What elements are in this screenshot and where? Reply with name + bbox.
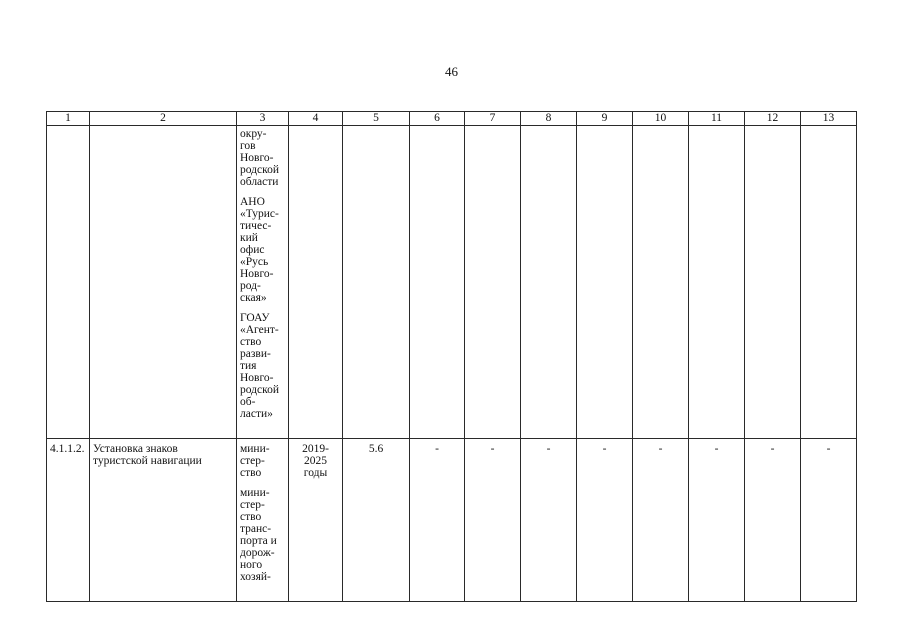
column-number: 4: [289, 112, 343, 126]
table-cell: [745, 126, 801, 439]
column-number: 8: [521, 112, 577, 126]
table-cell: [289, 126, 343, 439]
table-cell: [577, 126, 633, 439]
value-cell: -: [410, 439, 465, 602]
value-cell: -: [689, 439, 745, 602]
responsible-cell: [237, 439, 289, 602]
value-cell: -: [745, 439, 801, 602]
responsible-block: АНО «Турис- тичес- кий офис «Русь Новго- род- ская»: [240, 196, 279, 304]
column-number: 5: [343, 112, 410, 126]
column-number: 2: [90, 112, 237, 126]
page-number: 46: [445, 64, 458, 79]
table-cell: [465, 126, 521, 439]
value-cell: -: [465, 439, 521, 602]
target-cell: 5.6: [343, 439, 410, 602]
table-cell: [633, 126, 689, 439]
table-cell: [90, 126, 237, 439]
responsible-block: ГОАУ «Агент- ство разви- тия Новго- родской об- ласти»: [240, 312, 280, 420]
column-numbers-row: [47, 112, 857, 126]
column-number: 7: [465, 112, 521, 126]
program-table: [46, 111, 857, 602]
table-row-4112: [47, 439, 857, 602]
value-cell: -: [801, 439, 857, 602]
column-number: 13: [801, 112, 857, 126]
column-number: 1: [47, 112, 90, 126]
responsible-block: мини- стер- ство: [240, 443, 270, 479]
table-cell: [521, 126, 577, 439]
column-number: 11: [689, 112, 745, 126]
column-number: 6: [410, 112, 465, 126]
table-cell: [801, 126, 857, 439]
column-number: 10: [633, 112, 689, 126]
responsible-block: окру- гов Новго- родской области: [240, 128, 280, 188]
column-number: 12: [745, 112, 801, 126]
table-row-continuation: [47, 126, 857, 439]
period-cell: 2019- 2025 годы: [289, 439, 343, 602]
table-cell: [343, 126, 410, 439]
table-cell: [47, 126, 90, 439]
value-cell: -: [521, 439, 577, 602]
item-number-cell: 4.1.1.2.: [47, 439, 90, 602]
column-number: 9: [577, 112, 633, 126]
responsible-block: мини- стер- ство транс- порта и дорож- ного хозяй-: [240, 487, 277, 583]
column-number: 3: [237, 112, 289, 126]
item-name-cell: Установка знаков туристской навигации: [90, 439, 237, 602]
value-cell: -: [577, 439, 633, 602]
value-cell: -: [633, 439, 689, 602]
responsible-cell: [237, 126, 289, 439]
table-cell: [689, 126, 745, 439]
table-cell: [410, 126, 465, 439]
